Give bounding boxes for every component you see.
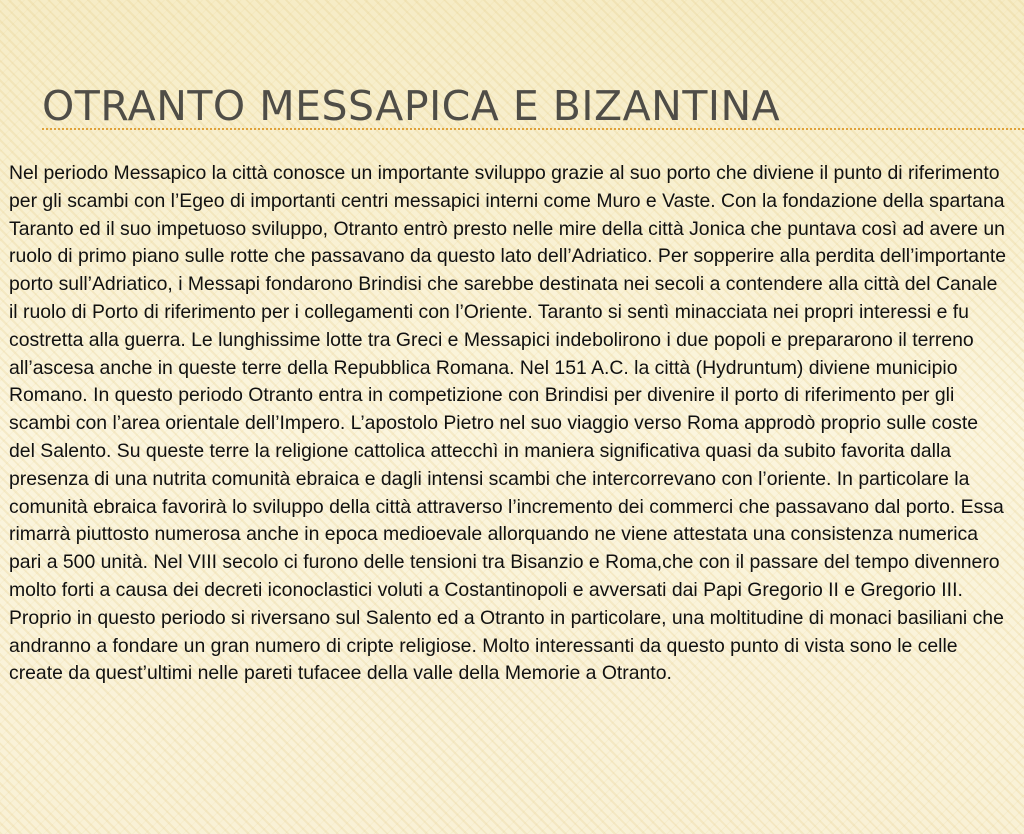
slide-title: OTRANTO MESSAPICA E BIZANTINA — [42, 82, 781, 130]
title-divider — [42, 128, 1024, 130]
slide-body-text: Nel periodo Messapico la città conosce un importante sviluppo grazie al suo porto che diviene il punto di riferimento per gli scambi con l’Egeo di importanti centri messapici interni come Muro e Vaste. Con la fondazione della spartana Taranto ed il suo impetuoso sviluppo, Otranto entrò presto nelle mire della città Jonica che puntava così ad avere un ruolo di primo piano sulle rotte che passavano da questo lato dell’Adriatico. Per sopperire alla perdita dell’importante porto sull’Adriatico, i Messapi fondarono Brindisi che sarebbe destinata nei secoli a contendere alla città del Canale il ruolo di Porto di riferimento per i collegamenti con l’Oriente. Taranto si sentì minacciata nei propri interessi e fu costretta alla guerra. Le lunghissime lotte tra Greci e Messapici indebolirono i due popoli e prepararono il terreno all’ascesa anche in queste terre della Repubblica Romana. Nel 151 A.C. la città (Hydruntum) diviene municipio Romano. In questo periodo Otranto entra in competizione con Brindisi per divenire il porto di riferimento per gli scambi con l’area orientale dell’Impero. L’apostolo Pietro nel suo viaggio verso Roma approdò proprio sulle coste del Salento. Su queste terre la religione cattolica attecchì in maniera significativa quasi da subito favorita dalla presenza di una nutrita comunità ebraica e dagli intensi scambi che intercorrevano con l’oriente. In particolare la comunità ebraica favorirà lo sviluppo della città attraverso l’incremento dei commerci che passavano dal porto. Essa rimarrà piuttosto numerosa anche in epoca medioevale allorquando ne viene attestata una consistenza numerica pari a 500 unità. Nel VIII secolo ci furono delle tensioni tra Bisanzio e Roma,che con il passare del tempo divennero molto forti a causa dei decreti iconoclastici voluti a Costantinopoli e avversati dai Papi Gregorio II e Gregorio III. Proprio in questo periodo si riversano sul Salento ed a Otranto in particolare, una moltitudine di monaci basiliani che andranno a fondare un gran numero di cripte religiose. Molto interessanti da questo punto di vista sono le celle create da quest’ultimi nelle pareti tufacee della valle della Memorie a Otranto. — [9, 162, 1007, 685]
